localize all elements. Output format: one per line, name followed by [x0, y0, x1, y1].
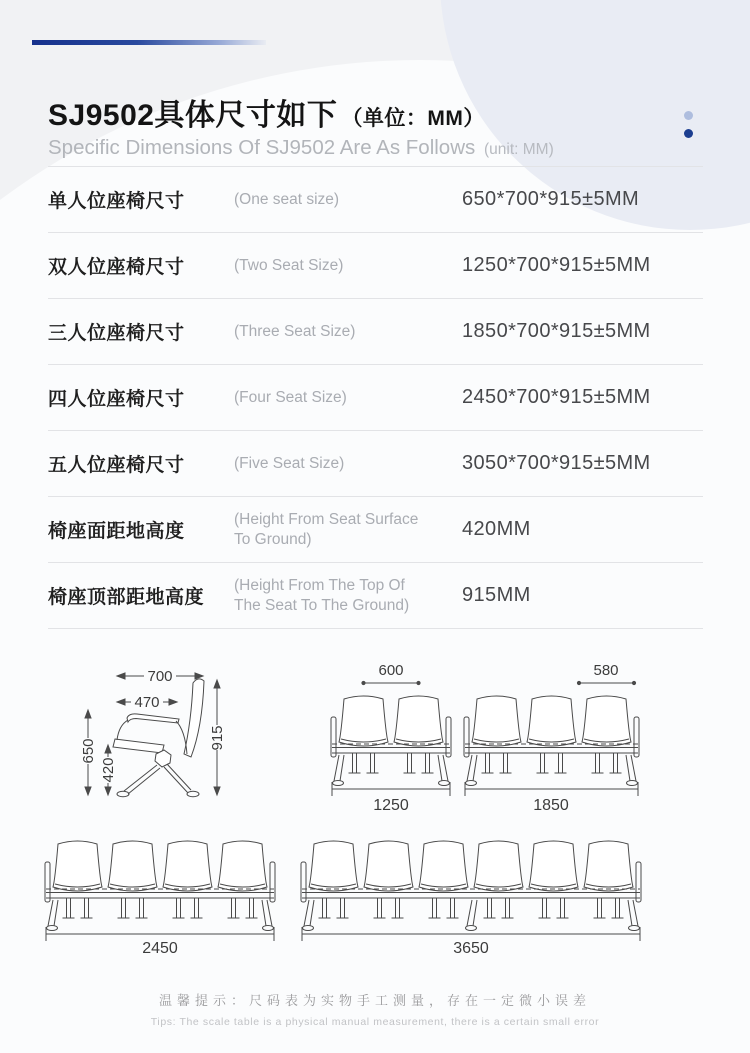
row-value: 2450*700*915±5MM	[462, 386, 651, 408]
bench-structure	[464, 681, 639, 796]
row-label-cn: 三人位座椅尺寸	[48, 323, 185, 344]
footer-tips	[0, 990, 750, 1028]
page-title-cn: SJ9502具体尺寸如下	[48, 99, 338, 132]
row-value: 3050*700*915±5MM	[462, 452, 651, 474]
dim-label-1850: 1850	[533, 797, 569, 814]
dim-label-700: 700	[147, 668, 173, 685]
three-seat-diagram	[463, 655, 640, 815]
tip-text-cn: 温馨提示：尺码表为实物手工测量，存在一定微小误差	[158, 993, 591, 1008]
row-label-cn: 椅座面距地高度	[48, 521, 185, 542]
row-label-en: (Two Seat Size)	[234, 256, 344, 274]
page-subtitle	[48, 136, 554, 160]
row-value: 420MM	[462, 518, 531, 540]
row-label-en: (Height From The Top Of The Seat To The Ground)	[234, 577, 410, 614]
dim-label-1250: 1250	[373, 797, 409, 814]
decorative-dot-light	[684, 111, 693, 120]
decorative-dot-dark	[684, 129, 693, 138]
row-label-cn: 四人位座椅尺寸	[48, 389, 185, 410]
dim-label-650: 650	[80, 738, 97, 764]
table-row	[48, 299, 703, 365]
page-title	[48, 90, 485, 134]
row-label-en: (One seat size)	[234, 190, 340, 208]
table-row	[48, 167, 703, 233]
dim-label-470: 470	[134, 694, 160, 711]
technical-drawings	[0, 630, 750, 980]
row-value: 650*700*915±5MM	[462, 188, 640, 210]
accent-gradient-bar	[32, 40, 266, 45]
row-label-en: (Five Seat Size)	[234, 454, 345, 472]
table-row	[48, 563, 703, 629]
dim-label-2450: 2450	[142, 940, 178, 957]
page-subtitle-en: Specific Dimensions Of SJ9502 Are As Follows	[48, 136, 476, 159]
page-title-unit: （单位：MM）	[341, 107, 485, 130]
row-label-cn: 双人位座椅尺寸	[48, 257, 185, 278]
bench-structure	[331, 681, 451, 796]
row-value: 1850*700*915±5MM	[462, 320, 651, 342]
row-label-cn: 单人位座椅尺寸	[48, 191, 185, 212]
four-seat-diagram	[44, 840, 276, 955]
table-row	[48, 233, 703, 299]
row-label-en: (Three Seat Size)	[234, 322, 356, 340]
row-label-cn: 椅座顶部距地高度	[48, 587, 205, 608]
dim-label-915: 915	[209, 725, 226, 751]
bench-structure	[301, 841, 641, 941]
row-label-en: (Height From Seat Surface To Ground)	[234, 511, 419, 548]
table-row	[48, 431, 703, 497]
row-value: 1250*700*915±5MM	[462, 254, 651, 276]
tip-text-en: Tips: The scale table is a physical manual measurement, there is a certain small error	[150, 1016, 600, 1028]
dim-label-420: 420	[100, 757, 117, 783]
side-view-diagram	[60, 650, 320, 810]
dim-label-580: 580	[593, 662, 619, 679]
row-label-cn: 五人位座椅尺寸	[48, 455, 185, 476]
dimension-table	[48, 166, 703, 629]
six-seat-diagram	[300, 840, 642, 955]
row-value: 915MM	[462, 584, 531, 606]
two-seat-diagram	[330, 655, 452, 815]
dim-label-3650: 3650	[453, 940, 489, 957]
dim-label-600: 600	[378, 662, 404, 679]
page-subtitle-unit: (unit: MM)	[483, 141, 554, 158]
bench-structure	[45, 841, 275, 941]
table-row	[48, 365, 703, 431]
row-label-en: (Four Seat Size)	[234, 388, 347, 406]
table-row	[48, 497, 703, 563]
